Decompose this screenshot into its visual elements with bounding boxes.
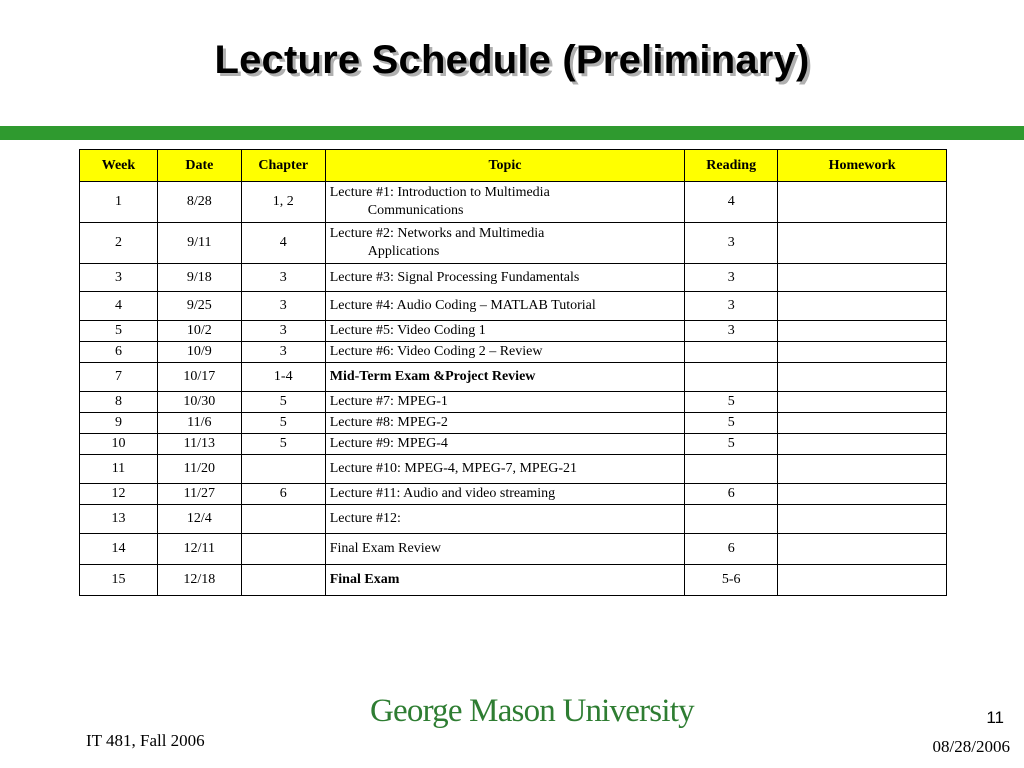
week-cell: 6 bbox=[80, 342, 158, 363]
topic-cell bbox=[325, 264, 685, 292]
topic-cell bbox=[325, 565, 685, 596]
topic-cell bbox=[325, 321, 685, 342]
table-row bbox=[80, 413, 947, 434]
week-cell: 15 bbox=[80, 565, 158, 596]
homework-cell bbox=[778, 292, 947, 321]
topic-text: Lecture #2: Networks and Multimedia bbox=[329, 226, 545, 241]
chapter-cell bbox=[241, 565, 325, 596]
homework-cell bbox=[778, 392, 947, 413]
homework-cell bbox=[778, 484, 947, 505]
reading-cell bbox=[685, 505, 778, 534]
homework-cell bbox=[778, 223, 947, 264]
date-cell: 8/28 bbox=[157, 182, 241, 223]
week-cell: 7 bbox=[80, 363, 158, 392]
week-cell: 4 bbox=[80, 292, 158, 321]
header-chapter: Chapter bbox=[241, 150, 325, 182]
date-cell: 11/13 bbox=[157, 434, 241, 455]
topic-text: Lecture #7: MPEG-1 bbox=[329, 394, 448, 409]
chapter-cell: 3 bbox=[241, 342, 325, 363]
topic-text: Mid-Term Exam &Project Review bbox=[329, 369, 536, 384]
topic-text: Lecture #11: Audio and video streaming bbox=[329, 486, 556, 501]
table-row bbox=[80, 484, 947, 505]
week-cell: 11 bbox=[80, 455, 158, 484]
date-cell: 9/11 bbox=[157, 223, 241, 264]
chapter-cell: 1, 2 bbox=[241, 182, 325, 223]
reading-cell: 5 bbox=[685, 413, 778, 434]
week-cell: 12 bbox=[80, 484, 158, 505]
week-cell: 13 bbox=[80, 505, 158, 534]
date-cell: 10/2 bbox=[157, 321, 241, 342]
homework-cell bbox=[778, 413, 947, 434]
date-cell: 10/30 bbox=[157, 392, 241, 413]
table-row bbox=[80, 342, 947, 363]
chapter-cell: 3 bbox=[241, 321, 325, 342]
chapter-cell: 5 bbox=[241, 413, 325, 434]
header-week: Week bbox=[80, 150, 158, 182]
homework-cell bbox=[778, 565, 947, 596]
date-cell: 9/25 bbox=[157, 292, 241, 321]
table-row bbox=[80, 182, 947, 223]
topic-text: Lecture #5: Video Coding 1 bbox=[329, 323, 486, 338]
table-row bbox=[80, 505, 947, 534]
topic-cell bbox=[325, 223, 685, 264]
chapter-cell: 5 bbox=[241, 434, 325, 455]
week-cell: 8 bbox=[80, 392, 158, 413]
topic-text: Lecture #3: Signal Processing Fundamentals bbox=[329, 269, 580, 285]
reading-cell: 6 bbox=[685, 534, 778, 565]
topic-cell bbox=[325, 182, 685, 223]
schedule-table bbox=[79, 149, 947, 596]
topic-cell bbox=[325, 434, 685, 455]
table-row bbox=[80, 292, 947, 321]
homework-cell bbox=[778, 455, 947, 484]
week-cell: 9 bbox=[80, 413, 158, 434]
table-row bbox=[80, 565, 947, 596]
week-cell: 10 bbox=[80, 434, 158, 455]
homework-cell bbox=[778, 182, 947, 223]
topic-cell bbox=[325, 342, 685, 363]
chapter-cell: 3 bbox=[241, 264, 325, 292]
header-homework: Homework bbox=[778, 150, 947, 182]
table-row bbox=[80, 434, 947, 455]
reading-cell: 3 bbox=[685, 321, 778, 342]
week-cell: 1 bbox=[80, 182, 158, 223]
topic-text: Final Exam bbox=[329, 572, 400, 587]
reading-cell: 3 bbox=[685, 264, 778, 292]
slide-date: 08/28/2006 bbox=[932, 737, 1010, 756]
topic-cell bbox=[325, 292, 685, 321]
homework-cell bbox=[778, 363, 947, 392]
course-label: IT 481, Fall 2006 bbox=[86, 731, 205, 750]
homework-cell bbox=[778, 264, 947, 292]
chapter-cell bbox=[241, 455, 325, 484]
homework-cell bbox=[778, 505, 947, 534]
topic-text: Lecture #1: Introduction to Multimedia bbox=[329, 185, 550, 200]
homework-cell bbox=[778, 321, 947, 342]
slide-title: Lecture Schedule (Preliminary) bbox=[214, 38, 810, 82]
topic-cell bbox=[325, 534, 685, 565]
date-cell: 11/6 bbox=[157, 413, 241, 434]
reading-cell: 5 bbox=[685, 434, 778, 455]
reading-cell: 3 bbox=[685, 223, 778, 264]
date-cell: 10/17 bbox=[157, 363, 241, 392]
table-row bbox=[80, 321, 947, 342]
date-cell: 12/18 bbox=[157, 565, 241, 596]
chapter-cell: 5 bbox=[241, 392, 325, 413]
topic-text: Lecture #4: Audio Coding – MATLAB Tutorial bbox=[329, 298, 596, 313]
chapter-cell: 3 bbox=[241, 292, 325, 321]
week-cell: 3 bbox=[80, 264, 158, 292]
homework-cell bbox=[778, 342, 947, 363]
table-row bbox=[80, 392, 947, 413]
date-cell: 12/4 bbox=[157, 505, 241, 534]
topic-continuation: Communications bbox=[367, 203, 464, 218]
reading-cell bbox=[685, 363, 778, 392]
topic-text: Lecture #6: Video Coding 2 – Review bbox=[329, 344, 543, 359]
header-reading: Reading bbox=[685, 150, 778, 182]
reading-cell bbox=[685, 455, 778, 484]
week-cell: 5 bbox=[80, 321, 158, 342]
reading-cell: 5-6 bbox=[685, 565, 778, 596]
topic-text: Lecture #8: MPEG-2 bbox=[329, 415, 448, 430]
table-row bbox=[80, 223, 947, 264]
date-cell: 11/27 bbox=[157, 484, 241, 505]
homework-cell bbox=[778, 434, 947, 455]
topic-text: Final Exam Review bbox=[329, 541, 441, 556]
header-topic: Topic bbox=[325, 150, 685, 182]
date-cell: 11/20 bbox=[157, 455, 241, 484]
topic-cell bbox=[325, 505, 685, 534]
reading-cell bbox=[685, 342, 778, 363]
week-cell: 2 bbox=[80, 223, 158, 264]
chapter-cell: 1-4 bbox=[241, 363, 325, 392]
week-cell: 14 bbox=[80, 534, 158, 565]
reading-cell: 3 bbox=[685, 292, 778, 321]
date-cell: 10/9 bbox=[157, 342, 241, 363]
topic-continuation: Applications bbox=[367, 244, 440, 259]
chapter-cell bbox=[241, 505, 325, 534]
table-header-row bbox=[80, 150, 947, 182]
date-cell: 12/11 bbox=[157, 534, 241, 565]
title-divider-bar bbox=[0, 126, 1024, 140]
reading-cell: 6 bbox=[685, 484, 778, 505]
table-row bbox=[80, 264, 947, 292]
table-row bbox=[80, 534, 947, 565]
chapter-cell: 6 bbox=[241, 484, 325, 505]
table-row bbox=[80, 363, 947, 392]
topic-text: Lecture #9: MPEG-4 bbox=[329, 436, 448, 451]
header-date: Date bbox=[157, 150, 241, 182]
topic-cell bbox=[325, 455, 685, 484]
homework-cell bbox=[778, 534, 947, 565]
university-logo: George Mason University bbox=[370, 693, 694, 729]
topic-cell bbox=[325, 392, 685, 413]
topic-cell bbox=[325, 363, 685, 392]
topic-cell bbox=[325, 413, 685, 434]
chapter-cell bbox=[241, 534, 325, 565]
topic-cell bbox=[325, 484, 685, 505]
topic-text: Lecture #10: MPEG-4, MPEG-7, MPEG-21 bbox=[329, 461, 578, 476]
date-cell: 9/18 bbox=[157, 264, 241, 292]
chapter-cell: 4 bbox=[241, 223, 325, 264]
table-row bbox=[80, 455, 947, 484]
page-number: 11 bbox=[986, 708, 1004, 727]
reading-cell: 4 bbox=[685, 182, 778, 223]
reading-cell: 5 bbox=[685, 392, 778, 413]
topic-text: Lecture #12: bbox=[329, 511, 401, 526]
